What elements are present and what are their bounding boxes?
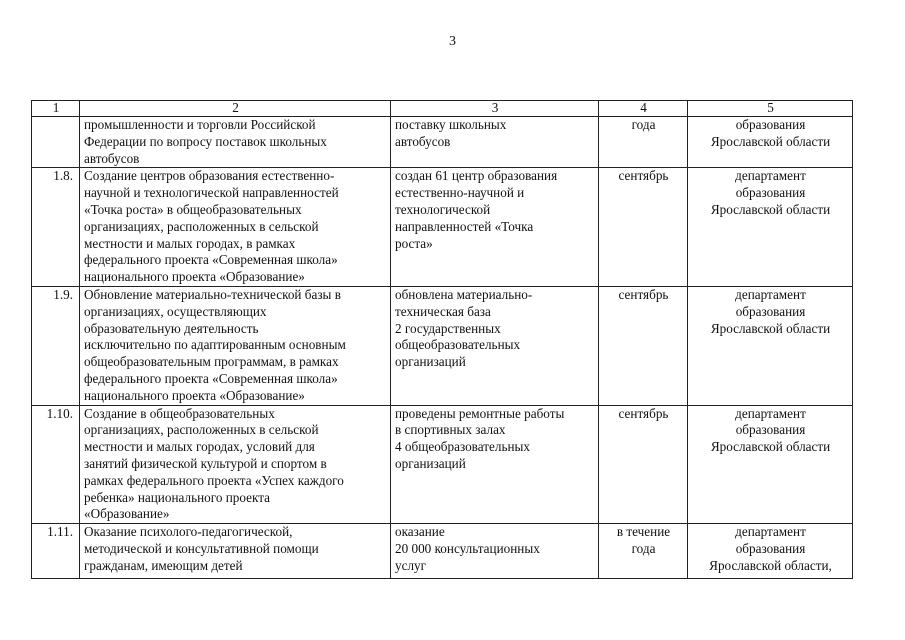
row-number: 1.9. (32, 286, 80, 405)
responsible-cell (688, 286, 853, 405)
cell-text-line: услуг (395, 557, 427, 573)
result-cell (391, 168, 599, 287)
header-col-3: 3 (391, 101, 599, 117)
cell-text-line: Создание центров образования естественно- (84, 168, 335, 184)
cell-text-line: образования (735, 303, 806, 319)
cell-text-line: в течение (616, 524, 671, 540)
cell-text-line: года (631, 540, 656, 556)
cell-text-line: национального проекта «Образование» (84, 269, 305, 285)
action-plan-table (31, 100, 853, 579)
cell-text-line: исключительно по адаптированным основным (84, 337, 346, 353)
header-col-5: 5 (688, 101, 853, 117)
result-cell (391, 117, 599, 168)
cell-text-line: общеобразовательных (395, 337, 521, 353)
cell-text-line: «Точка роста» в общеобразовательных (84, 201, 302, 217)
cell-text-line: Обновление материально-технической базы в (84, 286, 341, 302)
table-row (32, 117, 853, 168)
cell-text-line: 2 государственных (395, 320, 501, 336)
responsible-cell (688, 524, 853, 579)
term-cell (599, 168, 688, 287)
page-number: 3 (449, 34, 456, 49)
cell-text-line: организаций (395, 354, 466, 370)
cell-text-line: местности и малых городах, в рамках (84, 235, 296, 251)
cell-text-line: Ярославской области (710, 133, 831, 149)
cell-text-line: проведены ремонтные работы (395, 405, 565, 421)
cell-text-line: Ярославской области (710, 320, 831, 336)
cell-text-line: общеобразовательным программам, в рамках (84, 354, 339, 370)
term-cell (599, 286, 688, 405)
cell-text-line: 20 000 консультационных (395, 540, 540, 556)
table-header (32, 101, 853, 117)
table-row (32, 524, 853, 579)
cell-text-line: департамент (735, 286, 806, 302)
cell-text-line: роста» (395, 235, 433, 251)
cell-text-line: естественно-научной и (395, 185, 525, 201)
cell-text-line: образования (735, 540, 806, 556)
cell-text-line: национального проекта «Образование» (84, 387, 305, 403)
cell-text-line: образования (735, 422, 806, 438)
cell-text-line: оказание (395, 524, 445, 540)
cell-text-line: федерального проекта «Современная школа» (84, 252, 338, 268)
cell-text-line: организациях, расположенных в сельской (84, 422, 319, 438)
responsible-cell (688, 405, 853, 524)
cell-text-line: образовательную деятельность (84, 320, 259, 336)
responsible-cell (688, 117, 853, 168)
cell-text-line: обновлена материально- (395, 286, 533, 302)
cell-text-line: департамент (735, 168, 806, 184)
cell-text-line: техническая база (395, 303, 491, 319)
row-number: 1.11. (32, 524, 80, 579)
cell-text-line: научной и технологической направленностей (84, 185, 339, 201)
cell-text-line: местности и малых городах, условий для (84, 439, 315, 455)
measure-cell (80, 168, 391, 287)
cell-text-line: департамент (735, 405, 806, 421)
cell-text-line: методической и консультативной помощи (84, 540, 319, 556)
cell-text-line: создан 61 центр образования (395, 168, 558, 184)
cell-text-line: Ярославской области (710, 439, 831, 455)
measure-cell (80, 117, 391, 168)
table-row (32, 168, 853, 287)
term-cell (599, 405, 688, 524)
cell-text-line: федерального проекта «Современная школа» (84, 370, 338, 386)
cell-text-line: сентябрь (618, 168, 669, 184)
responsible-cell (688, 168, 853, 287)
cell-text-line: департамент (735, 524, 806, 540)
cell-text-line: автобусов (395, 133, 451, 149)
header-col-4: 4 (599, 101, 688, 117)
row-number: 1.10. (32, 405, 80, 524)
cell-text-line: промышленности и торговли Российской (84, 117, 316, 132)
result-cell (391, 524, 599, 579)
cell-text-line: сентябрь (618, 405, 669, 421)
cell-text-line: поставку школьных (395, 117, 507, 132)
cell-text-line: Ярославской области (710, 201, 831, 217)
measure-cell (80, 524, 391, 579)
cell-text-line: автобусов (84, 150, 140, 166)
cell-text-line: занятий физической культурой и спортом в (84, 455, 327, 471)
header-row (32, 101, 853, 117)
cell-text-line: 4 общеобразовательных (395, 439, 530, 455)
cell-text-line: сентябрь (618, 286, 669, 302)
cell-text-line: организациях, осуществляющих (84, 303, 267, 319)
cell-text-line: гражданам, имеющим детей (84, 557, 243, 573)
cell-text-line: организаций (395, 455, 466, 471)
result-cell (391, 286, 599, 405)
table-body (32, 117, 853, 579)
cell-text-line: в спортивных залах (395, 422, 506, 438)
cell-text-line: года (631, 117, 656, 132)
cell-text-line: организациях, расположенных в сельской (84, 218, 319, 234)
measure-cell (80, 405, 391, 524)
result-cell (391, 405, 599, 524)
table-row (32, 286, 853, 405)
cell-text-line: технологической (395, 201, 491, 217)
cell-text-line: ребенка» национального проекта (84, 489, 270, 505)
cell-text-line: Ярославской области, (709, 557, 832, 573)
row-number: 1.8. (32, 168, 80, 287)
term-cell (599, 524, 688, 579)
header-col-2: 2 (80, 101, 391, 117)
term-cell (599, 117, 688, 168)
cell-text-line: Федерации по вопросу поставок школьных (84, 133, 327, 149)
cell-text-line: рамках федерального проекта «Успех каждого (84, 472, 344, 488)
table-row (32, 405, 853, 524)
cell-text-line: «Образование» (84, 506, 170, 522)
cell-text-line: направленностей «Точка (395, 218, 534, 234)
row-number (32, 117, 80, 168)
cell-text-line: образования (735, 185, 806, 201)
cell-text-line: образования (735, 117, 806, 132)
cell-text-line: Создание в общеобразовательных (84, 405, 275, 421)
header-col-1: 1 (32, 101, 80, 117)
measure-cell (80, 286, 391, 405)
cell-text-line: Оказание психолого-педагогической, (84, 524, 293, 540)
